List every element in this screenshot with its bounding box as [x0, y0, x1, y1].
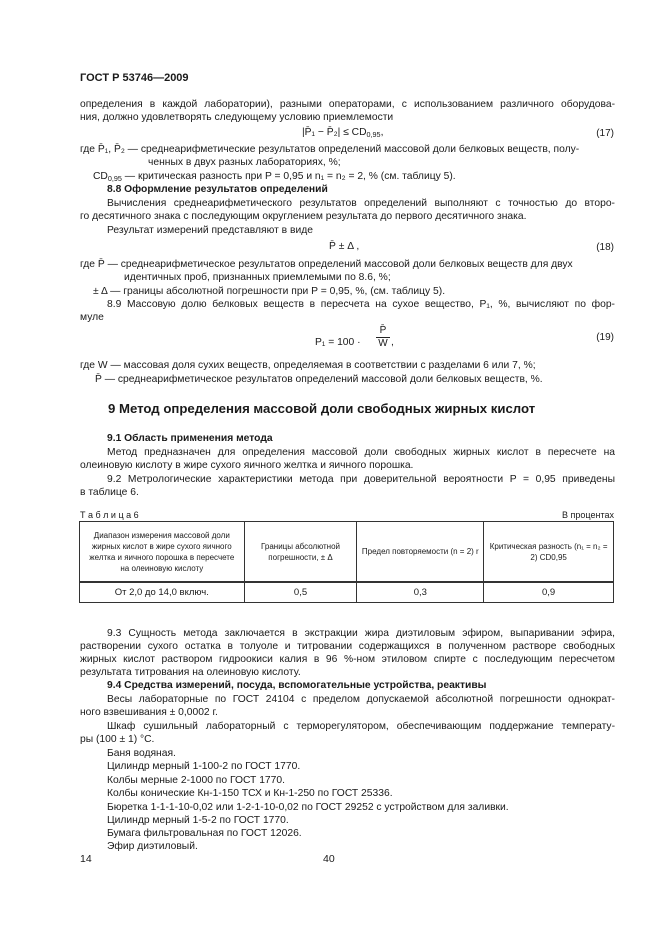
- table-row: [80, 582, 614, 603]
- section-heading-8-8: 8.8 Оформление результатов определений: [107, 184, 328, 195]
- paragraph-line: ния, должно удовлетворять следующему условию приемлемости: [80, 112, 394, 123]
- table-cell: От 2,0 до 14,0 включ.: [80, 582, 245, 603]
- paragraph-line: Результат измерений представляют в виде: [107, 225, 313, 236]
- equation-19: P₁ = 100 ·: [315, 337, 361, 348]
- paragraph-line: ры (100 ± 1) °С.: [80, 734, 155, 745]
- paragraph-line: где W — массовая доля сухих веществ, определяемая в соответствии с разделами 6 или 7, %;: [80, 360, 536, 371]
- table-6: [79, 521, 614, 603]
- paragraph-line: 8.9 Массовую долю белковых веществ в пересчета на сухое вещество, P₁, %, вычисляют по фор-: [107, 299, 615, 310]
- paragraph-line: определения в каждой лаборатории), разными операторами, с использованием различного оборудова-: [80, 99, 615, 110]
- paragraph-line: Метод предназначен для определения массовой доли свободных жирных кислот в пересчете на: [107, 447, 615, 458]
- list-item: Бюретка 1-1-1-10-0,02 или 1-2-1-10-0,02 по ГОСТ 29252 с устройством для заливки.: [107, 802, 509, 813]
- list-item: Эфир диэтиловый.: [107, 841, 198, 852]
- paragraph-line: растворении сухого остатка в толуоле и титровании содержащихся в полученном растворе свободных: [80, 641, 615, 652]
- table-units: В процентах: [562, 510, 614, 520]
- paragraph-line: Вычисления среднеарифметического результатов определений выполняют с точностью до второ-: [107, 198, 615, 209]
- table-header-cell: Предел повторяемости (n = 2) r: [357, 522, 484, 583]
- list-item: Цилиндр мерный 1-100-2 по ГОСТ 1770.: [107, 761, 301, 772]
- table-cell: 0,5: [244, 582, 357, 603]
- list-item: Колбы мерные 2-1000 по ГОСТ 1770.: [107, 775, 285, 786]
- paragraph-line: $CD_{0,95}$ — критическая разность при P = 0,95 и n₁ = n₂ = 2, % (см. таблицу 5).: [93, 171, 456, 183]
- equation-number: (18): [596, 242, 614, 253]
- equation-18: P̄ ± Δ ,: [329, 241, 360, 252]
- section-heading-9-4: 9.4 Средства измерений, посуда, вспомогательные устройства, реактивы: [107, 680, 487, 691]
- document-header: ГОСТ Р 53746—2009: [80, 72, 189, 84]
- list-item: Баня водяная.: [107, 748, 176, 759]
- paragraph-line: в таблице 6.: [80, 487, 139, 498]
- paragraph-line: где P̄₁, P̄₂ — среднеарифметические результатов определений массовой доли белковых веществ, полу-: [80, 144, 580, 155]
- list-item: Колбы конические Кн-1-150 ТСХ и Кн-1-250 по ГОСТ 25336.: [107, 788, 393, 799]
- paragraph-line: Шкаф сушильный лабораторный с терморегулятором, обеспечивающим поддержание температу-: [107, 721, 615, 732]
- table-header-cell: Диапазон измерения массовой доли жирных кислот в жире сухого яичного желтка и яичного порошка в пересчете на олеиновую кислоту: [80, 522, 245, 583]
- equation-number: (19): [596, 332, 614, 343]
- paragraph-line: олеиновую кислоту в жире сухого яичного желтка и яичного порошка.: [80, 460, 414, 471]
- paragraph-line: Весы лабораторные по ГОСТ 24104 с пределом допускаемой абсолютной погрешности однократ-: [107, 694, 615, 705]
- sheet-number: 40: [323, 853, 335, 865]
- table-cell: 0,3: [357, 582, 484, 603]
- paragraph-line: ченных в двух разных лабораториях, %;: [148, 157, 341, 168]
- equation-17: |P̄₁ − P̄₂| ≤ $CD_{0,95}$,: [302, 127, 384, 139]
- equation-number: (17): [596, 128, 614, 139]
- section-heading-9: 9 Метод определения массовой доли свободных жирных кислот: [108, 401, 536, 416]
- paragraph-line: 9.2 Метрологические характеристики метода при доверительной вероятности P = 0,95 приведены: [107, 474, 615, 485]
- paragraph-line: P̄ — среднеарифметическое результатов определений массовой доли белковых веществ, %.: [95, 374, 543, 385]
- table-header-cell: Границы абсолютной погрешности, ± Δ: [244, 522, 357, 583]
- table-caption: Т а б л и ц а 6: [80, 510, 139, 520]
- page-number: 14: [80, 853, 92, 865]
- paragraph-line: 9.3 Сущность метода заключается в экстракции жира диэтиловым эфиром, выпаривании эфира,: [107, 628, 615, 639]
- list-item: Цилиндр мерный 1-5-2 по ГОСТ 1770.: [107, 815, 289, 826]
- paragraph-line: результата титрования на олеиновую кислоту.: [80, 667, 301, 678]
- list-item: Бумага фильтровальная по ГОСТ 12026.: [107, 828, 302, 839]
- equation-19-comma: ,: [391, 337, 394, 348]
- section-heading-9-1: 9.1 Область применения метода: [107, 433, 273, 444]
- paragraph-line: муле: [80, 312, 104, 323]
- table-header-row: [80, 522, 614, 583]
- paragraph-line: идентичных проб, признанных приемлемыми по 8.6, %;: [124, 272, 391, 283]
- paragraph-line: го десятичного знака с последующим округлением результата до первого десятичного знака.: [80, 211, 527, 222]
- paragraph-line: ного взвешивания ± 0,0002 г.: [80, 707, 218, 718]
- table-cell: 0,9: [484, 582, 614, 603]
- equation-19-fraction: P̄ W: [376, 325, 390, 350]
- table-header-cell: Критическая разность (n₁ = n₂ = 2) CD0,95: [484, 522, 614, 583]
- paragraph-line: ± Δ — границы абсолютной погрешности при P = 0,95, %, (см. таблицу 5).: [93, 286, 446, 297]
- paragraph-line: где P̄ — среднеарифметическое результатов определений массовой доли белковых веществ для двух: [80, 259, 573, 270]
- paragraph-line: жирных кислот раствором гидроокиси калия в 96 %-ном этиловом спирте с последующим пересчетом: [80, 654, 615, 665]
